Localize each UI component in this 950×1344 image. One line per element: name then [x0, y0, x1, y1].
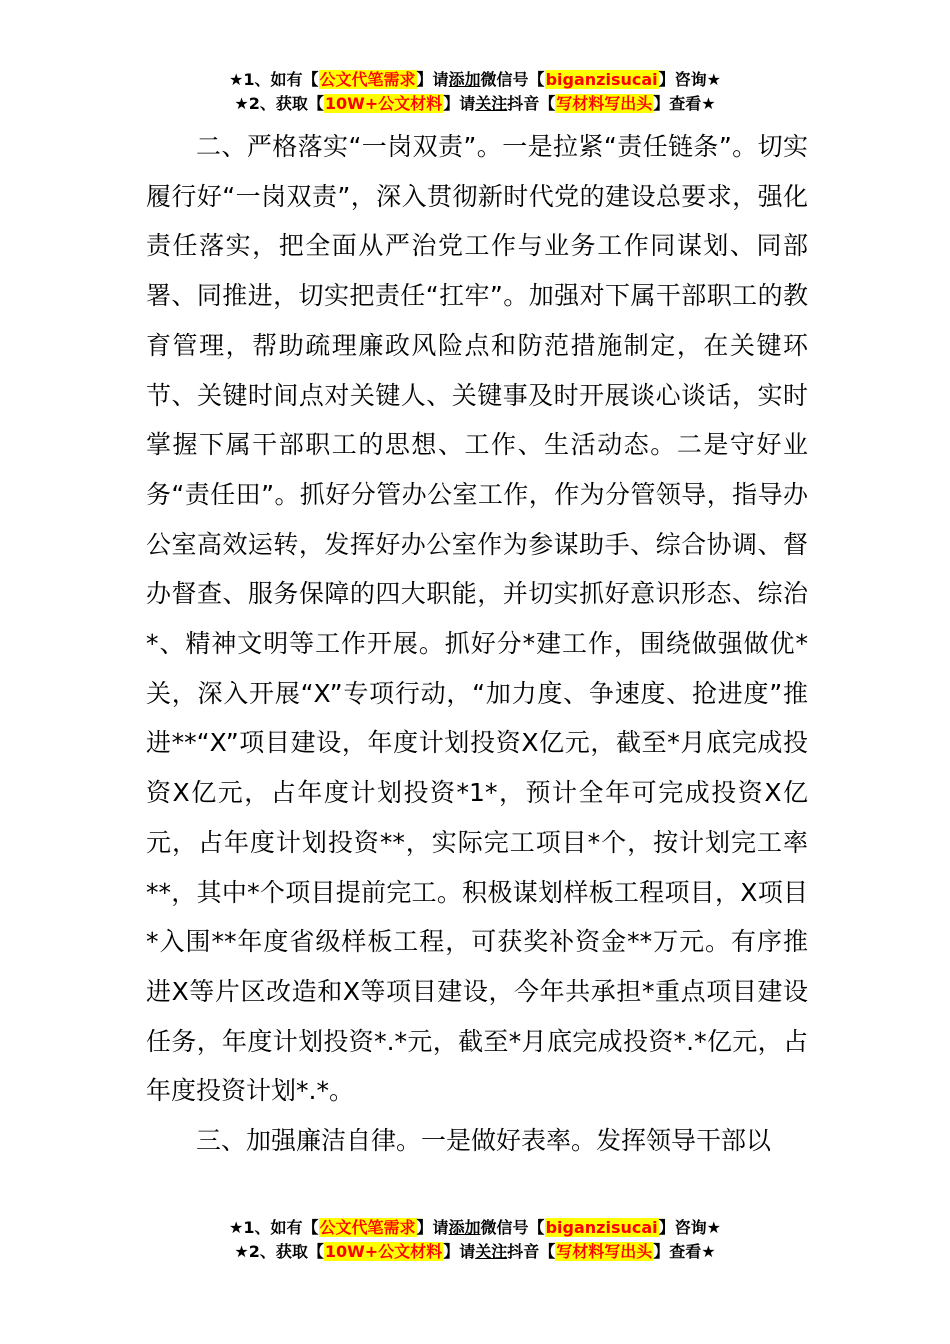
banner-emphasis: 添加 — [448, 1218, 481, 1237]
document-body — [146, 122, 808, 1166]
banner-text: 】请 — [443, 94, 476, 113]
banner-text: 微信号【 — [480, 70, 545, 89]
footer-banner-line-1 — [0, 1216, 950, 1240]
banner-text: 】请 — [416, 1218, 449, 1237]
douyin-id-highlight: 写材料写出头 — [556, 1242, 653, 1261]
header-banner — [0, 68, 950, 116]
banner-highlight: 10W+公文材料 — [324, 94, 443, 113]
header-banner-line-2 — [0, 92, 950, 116]
banner-highlight: 公文代笔需求 — [319, 70, 416, 89]
banner-text: 】查看★ — [653, 1242, 716, 1261]
wechat-id-highlight: biganzisucai — [545, 1218, 658, 1237]
star-icon: ★ — [234, 1242, 249, 1261]
banner-highlight: 公文代笔需求 — [319, 1218, 416, 1237]
footer-banner-line-2 — [0, 1240, 950, 1264]
banner-text: 】请 — [416, 70, 449, 89]
banner-emphasis: 关注 — [475, 94, 508, 113]
banner-text: 1、如有【 — [243, 1218, 319, 1237]
douyin-id-highlight: 写材料写出头 — [556, 94, 653, 113]
paragraph-section-3: 三、加强廉洁自律。一是做好表率。发挥领导干部以 — [196, 1126, 772, 1156]
banner-text: 2、获取【 — [248, 1242, 324, 1261]
banner-text: 2、获取【 — [248, 94, 324, 113]
wechat-id-highlight: biganzisucai — [545, 70, 658, 89]
banner-text: 】查看★ — [653, 94, 716, 113]
banner-text: 抖音【 — [507, 1242, 556, 1261]
banner-text: 】咨询★ — [658, 1218, 721, 1237]
paragraph-section-2: 二、严格落实“一岗双责”。一是拉紧“责任链条”。切实履行好“一岗双责”，深入贯彻新时代党的建设总要求，强化责任落实，把全面从严治党工作与业务工作同谋划、同部署、同推进，切实把责任“扛牢”。加强对下属干部职工的教育管理，帮助疏理廉政风险点和防范措施制定，在关键环节、关键时间点对关键人、关键事及时开展谈心谈话，实时掌握下属干部职工的思想、工作、生活动态。二是守好业务“责任田”。抓好分管办公室工作，作为分管领导，指导办公室高效运转，发挥好办公室作为参谋助手、综合协调、督办督查、服务保障的四大职能，并切实抓好意识形态、综治*、精神文明等工作开展。抓好分*建工作，围绕做强做优*关，深入开展“X”专项行动，“加力度、争速度、抢进度”推进**“X”项目建设，年度计划投资X亿元，截至*月底完成投资X亿元，占年度计划投资*1*，预计全年可完成投资X亿元，占年度计划投资**，实际完工项目*个，按计划完工率**，其中*个项目提前完工。积极谋划样板工程项目，X项目*入围**年度省级样板工程，可获奖补资金**万元。有序推进X等片区改造和X等项目建设，今年共承担*重点项目建设任务，年度计划投资*.*元，截至*月底完成投资*.*亿元，占年度投资计划*.*。 — [146, 132, 808, 1106]
footer-banner — [0, 1216, 950, 1264]
banner-emphasis: 添加 — [448, 70, 481, 89]
banner-text: 抖音【 — [507, 94, 556, 113]
star-icon: ★ — [234, 94, 249, 113]
banner-highlight: 10W+公文材料 — [324, 1242, 443, 1261]
star-icon: ★ — [229, 1218, 244, 1237]
banner-emphasis: 关注 — [475, 1242, 508, 1261]
banner-text: 微信号【 — [480, 1218, 545, 1237]
banner-text: 】请 — [443, 1242, 476, 1261]
banner-text: 】咨询★ — [658, 70, 721, 89]
star-icon: ★ — [229, 70, 244, 89]
banner-text: 1、如有【 — [243, 70, 319, 89]
header-banner-line-1 — [0, 68, 950, 92]
